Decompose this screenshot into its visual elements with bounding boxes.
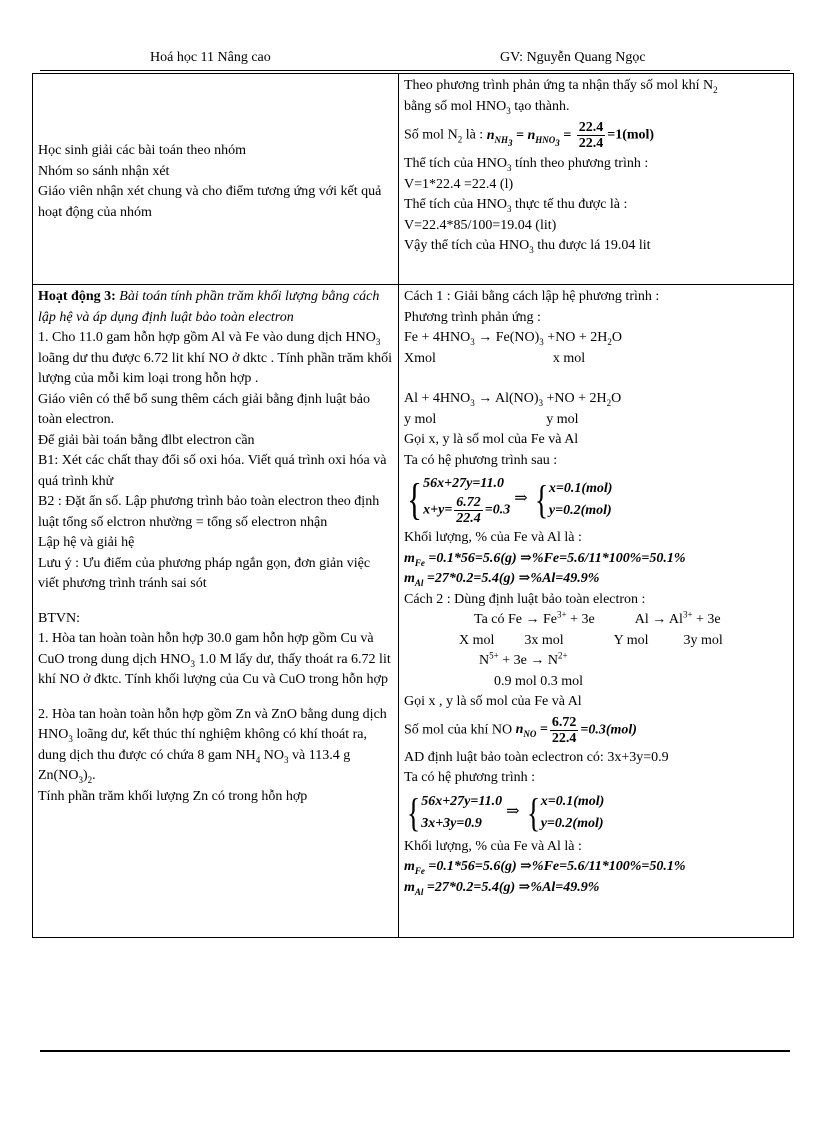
result-line: $m_{Fe} =0.1*56=5.6(g)$ ⇒%Fe=5.6/11*100%=50.1% bbox=[404, 859, 686, 876]
fraction: $\frac{22.4}{22.4}$ bbox=[578, 120, 604, 151]
table-row bbox=[33, 285, 794, 938]
equation-system: { 56x+27y=11.0 3x+3y=0.9 ⇒ { x=0.1(mol) y=0.2(mol) bbox=[406, 789, 605, 835]
text-line: Cách 2 : Dùng định luật bảo toàn electron : bbox=[404, 591, 646, 607]
text-line: Thể tích của $HNO_3$ tính theo phương trình : bbox=[404, 156, 649, 173]
homework-item: 2. Hòa tan hoàn toàn hỗn hợp gồm Zn và ZnO bằng dung dịch $HNO_3$ loãng dư, kết thúc thí nghiệm không có khí thoát ra, dung dịch thu được có chứa 8 gam $NH_4$ $NO_3$ và 113.4 g $Zn(NO_3)_2$. bbox=[38, 706, 387, 785]
equation-system: { 56x+27y=11.0 x+y= $\frac{6.72}{22.4}$ =0.3 ⇒ { x=0.1(mol) y=0.2(mol) bbox=[407, 474, 613, 526]
text-line: Ta có hệ phương trình : bbox=[404, 770, 536, 785]
equation: $N^{5+} + 3e \to N^{2+}$ bbox=[479, 650, 568, 668]
text-line: Nhóm so sánh nhận xét bbox=[38, 163, 170, 179]
text-line: Học sinh giải các bài toán theo nhóm bbox=[38, 143, 246, 158]
text-line: Lưu ý : Ưu điểm của phương pháp ngắn gọn, đơn giản việc viết phương trình tránh sai sót bbox=[38, 555, 371, 591]
lesson-table bbox=[32, 73, 794, 938]
text-line: Để giải bài toán bằng đlbt electron cần bbox=[38, 432, 255, 448]
text-line: Giáo viên có thể bổ sung thêm cách giải bằng định luật bảo toàn electron. bbox=[38, 391, 371, 427]
equation: $Al + 4HNO_3 \to Al(NO)_3 +NO + 2H_2O$ bbox=[404, 391, 622, 408]
text-line: Vậy thể tích của $HNO_3$ thu được lá 19.04 lit bbox=[404, 238, 651, 255]
result-line: $m_{Fe} =0.1*56=5.6(g)$ ⇒%Fe=5.6/11*100%=50.1% bbox=[404, 550, 686, 568]
solution-cell bbox=[399, 74, 794, 285]
text-line: B1: Xét các chất thay đổi số oxi hóa. Viết quá trình oxi hóa và quá trình khử bbox=[38, 453, 387, 489]
table-row bbox=[33, 74, 794, 285]
text-line: Thể tích của $HNO_3$ thực tế thu được là : bbox=[404, 197, 628, 214]
text-line: V=22.4*85/100=19.04 (lit) bbox=[404, 217, 557, 233]
activity-heading: Hoạt động 3: Bài toán tính phần trăm khối lượng bằng cách lập hệ và áp dụng định luật bảo toàn electron bbox=[38, 289, 380, 325]
text-line: Gọi x, y là số mol của Fe và Al bbox=[404, 432, 579, 447]
equation: $Fe + 4HNO_3 \to Fe(NO)_3 +NO + 2H_2O$ bbox=[404, 330, 623, 347]
text-line: Phương trình phản ứng : bbox=[404, 309, 541, 325]
text-line: y mol y mol bbox=[404, 411, 579, 427]
text-line: 0.9 mol 0.3 mol bbox=[494, 673, 584, 689]
problem-text: 1. Cho 11.0 gam hỗn hợp gồm Al và Fe vào dung dịch $HNO_3$ loãng dư thu được 6.72 lit khí NO ở dktc . Tính phần trăm khối lượng của mỗi kim loại trong hỗn hợp . bbox=[38, 330, 393, 386]
text-line: X mol 3x mol Y mol 3y mol bbox=[459, 632, 723, 648]
header-subject: Hoá học 11 Nâng cao bbox=[150, 50, 271, 65]
solution-cell bbox=[399, 285, 794, 938]
formula-line: Số mol $N_2$ là : $n_{NH_3} = n_{HNO_3}$ = $\frac{22.4}{22.4}$ =1(mol) bbox=[404, 120, 655, 151]
text-line: Khối lượng, % của Fe và Al là : bbox=[404, 838, 582, 854]
text-line: Tính phần trăm khối lượng Zn có trong hỗn hợp bbox=[38, 788, 308, 804]
header-teacher: GV: Nguyễn Quang Ngọc bbox=[500, 50, 646, 65]
text-line: Cách 1 : Giải bằng cách lập hệ phương trình : bbox=[404, 289, 660, 304]
header-divider bbox=[40, 70, 790, 71]
homework-heading: BTVN: bbox=[38, 610, 80, 626]
text-line: V=1*22.4 =22.4 (l) bbox=[404, 176, 514, 192]
result-line: $m_{Al} =27*0.2=5.4(g)$ ⇒%Al=49.9% bbox=[404, 879, 600, 897]
result-line: $m_{Al} =27*0.2=5.4(g)$ ⇒%Al=49.9% bbox=[404, 571, 600, 588]
text-line: Lập hệ và giải hệ bbox=[38, 535, 135, 550]
formula-line: Số mol của khí NO $n_{NO}$ = $\frac{6.72}{22.4}$ =0.3(mol) bbox=[404, 714, 637, 746]
text-line: Giáo viên nhận xét chung và cho điểm tương ứng với kết quả hoạt động của nhóm bbox=[38, 184, 382, 220]
activity-cell bbox=[33, 285, 399, 938]
text-line: Xmol x mol bbox=[404, 350, 586, 366]
equation: Ta có $Fe \to Fe^{3+} + 3e$ $Al \to Al^{3+} + 3e$ bbox=[474, 609, 721, 627]
activity-cell bbox=[33, 74, 399, 285]
text-line: AD định luật bảo toàn eclectron có: 3x+3y=0.9 bbox=[404, 749, 669, 765]
text-line: B2 : Đặt ẩn số. Lập phương trình bảo toàn electron theo định luật tổng số elctron nhường = tổng số electron nhận bbox=[38, 494, 380, 530]
text-line: bằng số mol $HNO_3$ tạo thành. bbox=[404, 98, 570, 116]
text-line: Theo phương trình phản ứng ta nhận thấy số mol khí $N_2$ bbox=[404, 78, 718, 95]
homework-item: 1. Hòa tan hoàn toàn hỗn hợp 30.0 gam hỗn hợp gồm Cu và CuO trong dung dịch $HNO_3$ 1.0 M lấy dư, thấy thoát ra 6.72 lit khí NO ở đktc. Tính khối lượng của Cu và CuO trong hỗn hợp bbox=[38, 631, 391, 687]
text-line: Gọi x , y là số mol của Fe và Al bbox=[404, 694, 582, 709]
text-line: Khối lượng, % của Fe và Al là : bbox=[404, 530, 582, 545]
text-line: Ta có hệ phương trình sau : bbox=[404, 452, 558, 468]
footer-divider bbox=[40, 1050, 790, 1052]
